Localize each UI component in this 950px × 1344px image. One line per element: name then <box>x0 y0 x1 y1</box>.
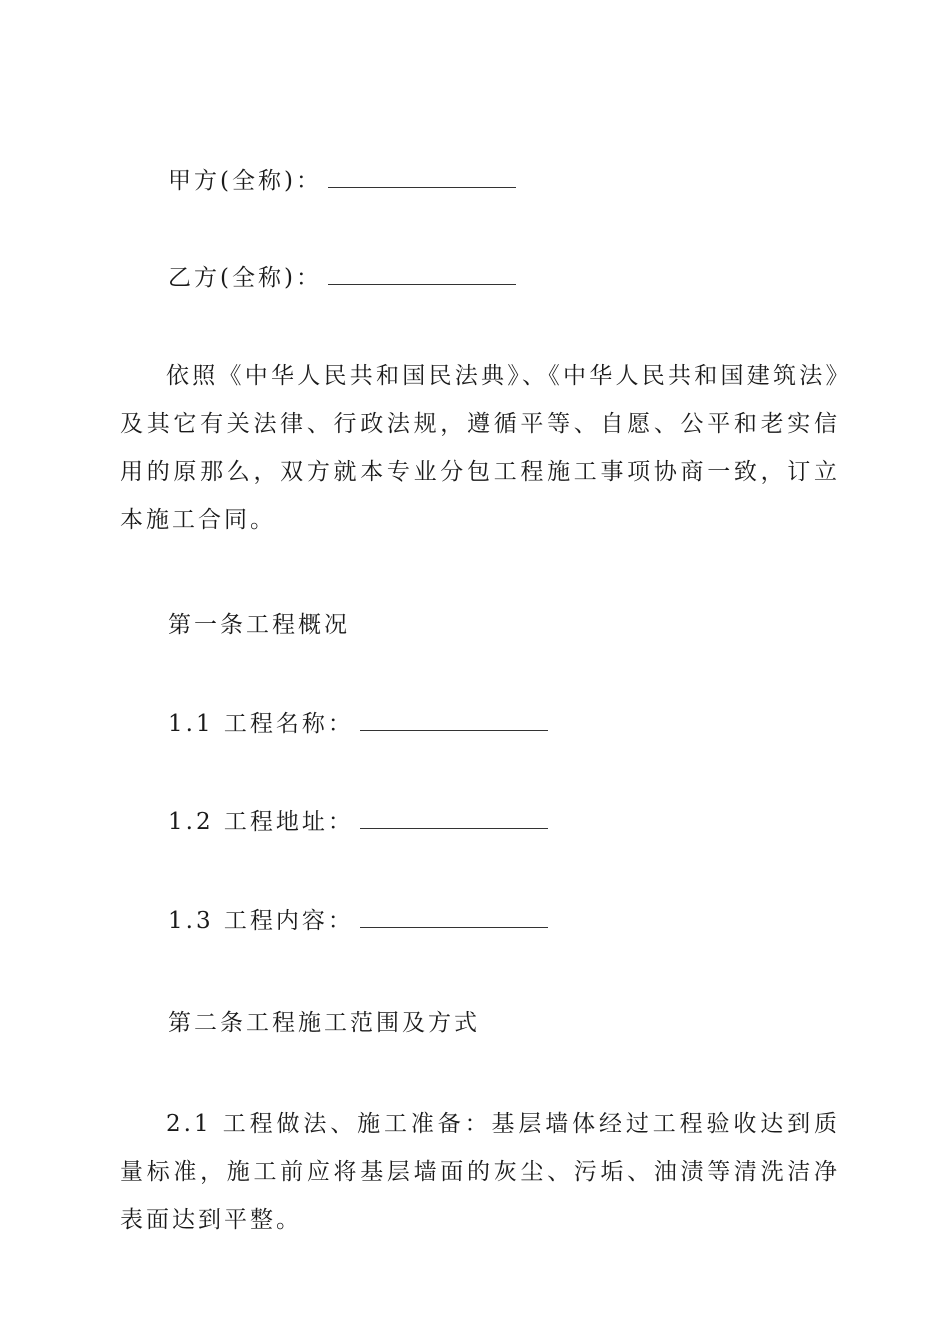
preamble-text: 依照《中华人民共和国民法典》、《中华人民共和国建筑法》及其它有关法律、行政法规，遵循平等、自愿、公平和老实信用的原那么，双方就本专业分包工程施工事项协商一致，订立本施工合同。 <box>120 363 840 533</box>
project-name-label: 1.1 工程名称： <box>168 711 354 737</box>
article2-item1-paragraph <box>120 1100 840 1244</box>
article1-item1-line <box>168 708 548 739</box>
preamble-paragraph <box>120 352 840 544</box>
party-b-blank[interactable] <box>328 262 516 285</box>
project-content-label: 1.3 工程内容： <box>168 908 354 934</box>
party-b-label: 乙方(全称)： <box>168 265 322 291</box>
article1-item2-line <box>168 806 548 837</box>
project-address-blank[interactable] <box>360 806 548 829</box>
article2-item1-text: 2.1 工程做法、施工准备：基层墙体经过工程验收达到质量标准，施工前应将基层墙面的灰尘、污垢、油渍等清洗洁净表面达到平整。 <box>120 1111 840 1233</box>
project-content-blank[interactable] <box>360 905 548 928</box>
article2-title: 第二条工程施工范围及方式 <box>168 1010 480 1036</box>
party-a-line <box>168 165 516 196</box>
article1-item3-line <box>168 905 548 936</box>
project-address-label: 1.2 工程地址： <box>168 809 354 835</box>
party-b-line <box>168 262 516 293</box>
party-a-label: 甲方(全称)： <box>168 168 322 194</box>
party-a-blank[interactable] <box>328 165 516 188</box>
project-name-blank[interactable] <box>360 708 548 731</box>
article1-title: 第一条工程概况 <box>168 612 350 638</box>
